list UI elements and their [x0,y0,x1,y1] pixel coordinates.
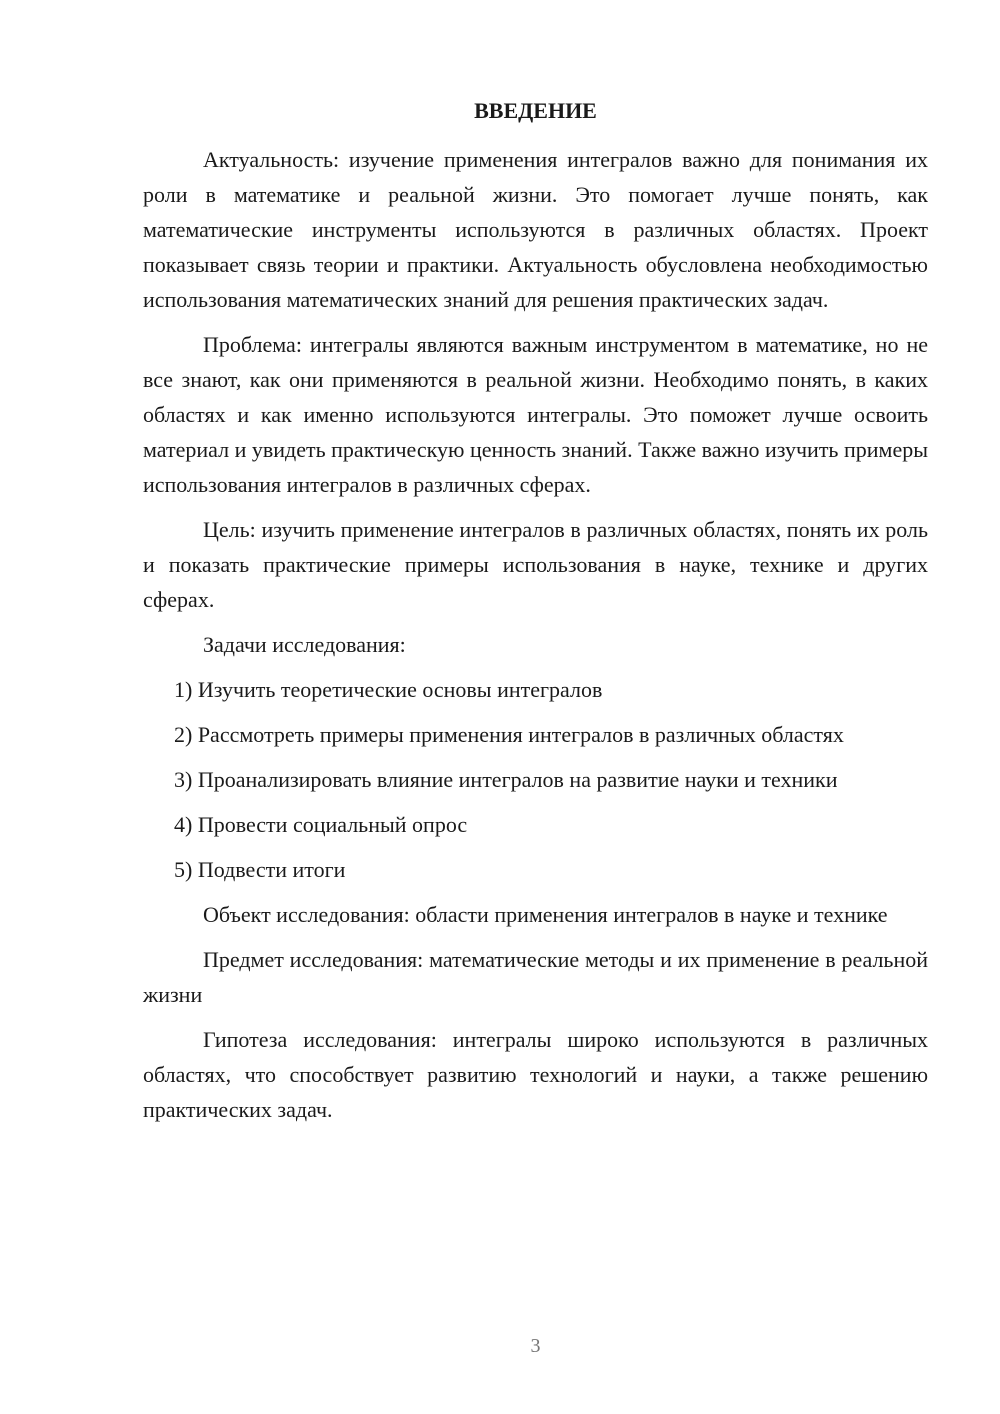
document-body [143,142,928,1137]
subject-paragraph: Предмет исследования: математические методы и их применение в реальной жизни [143,947,928,1007]
task-item-5: 5) Подвести итоги [174,857,346,882]
page-title: ВВЕДЕНИЕ [474,98,597,123]
tasks-heading: Задачи исследования: [203,632,406,657]
problem-paragraph: Проблема: интегралы являются важным инструментом в математике, но не все знают, как они применяются в реальной жизни. Необходимо понять, в каких областях и как именно используются интегралы. Это поможет лучше освоить материал и увидеть практическую ценность знаний. Также важно изучить примеры использования интегралов в различных сферах. [143,332,928,497]
hypothesis-paragraph: Гипотеза исследования: интегралы широко используются в различных областях, что способствует развитию технологий и науки, а также решению практических задач. [143,1027,928,1122]
page-number: 3 [530,1335,541,1357]
document-page [143,0,928,1414]
relevance-paragraph: Актуальность: изучение применения интегралов важно для понимания их роли в математике и реальной жизни. Это помогает лучше понять, как математические инструменты используются в различных областях. Проект показывает связь теории и практики. Актуальность обусловлена необходимостью использования математических знаний для решения практических задач. [143,147,928,312]
task-item-4: 4) Провести социальный опрос [174,812,468,837]
tasks-list [143,672,928,887]
task-item-1: 1) Изучить теоретические основы интегралов [174,677,603,702]
object-paragraph: Объект исследования: области применения интегралов в науке и технике [203,902,888,927]
goal-paragraph: Цель: изучить применение интегралов в различных областях, понять их роль и показать практические примеры использования в науке, технике и других сферах. [143,517,928,612]
task-item-3: 3) Проанализировать влияние интегралов на развитие науки и техники [174,767,838,792]
task-item-2: 2) Рассмотреть примеры применения интегралов в различных областях [174,722,844,747]
